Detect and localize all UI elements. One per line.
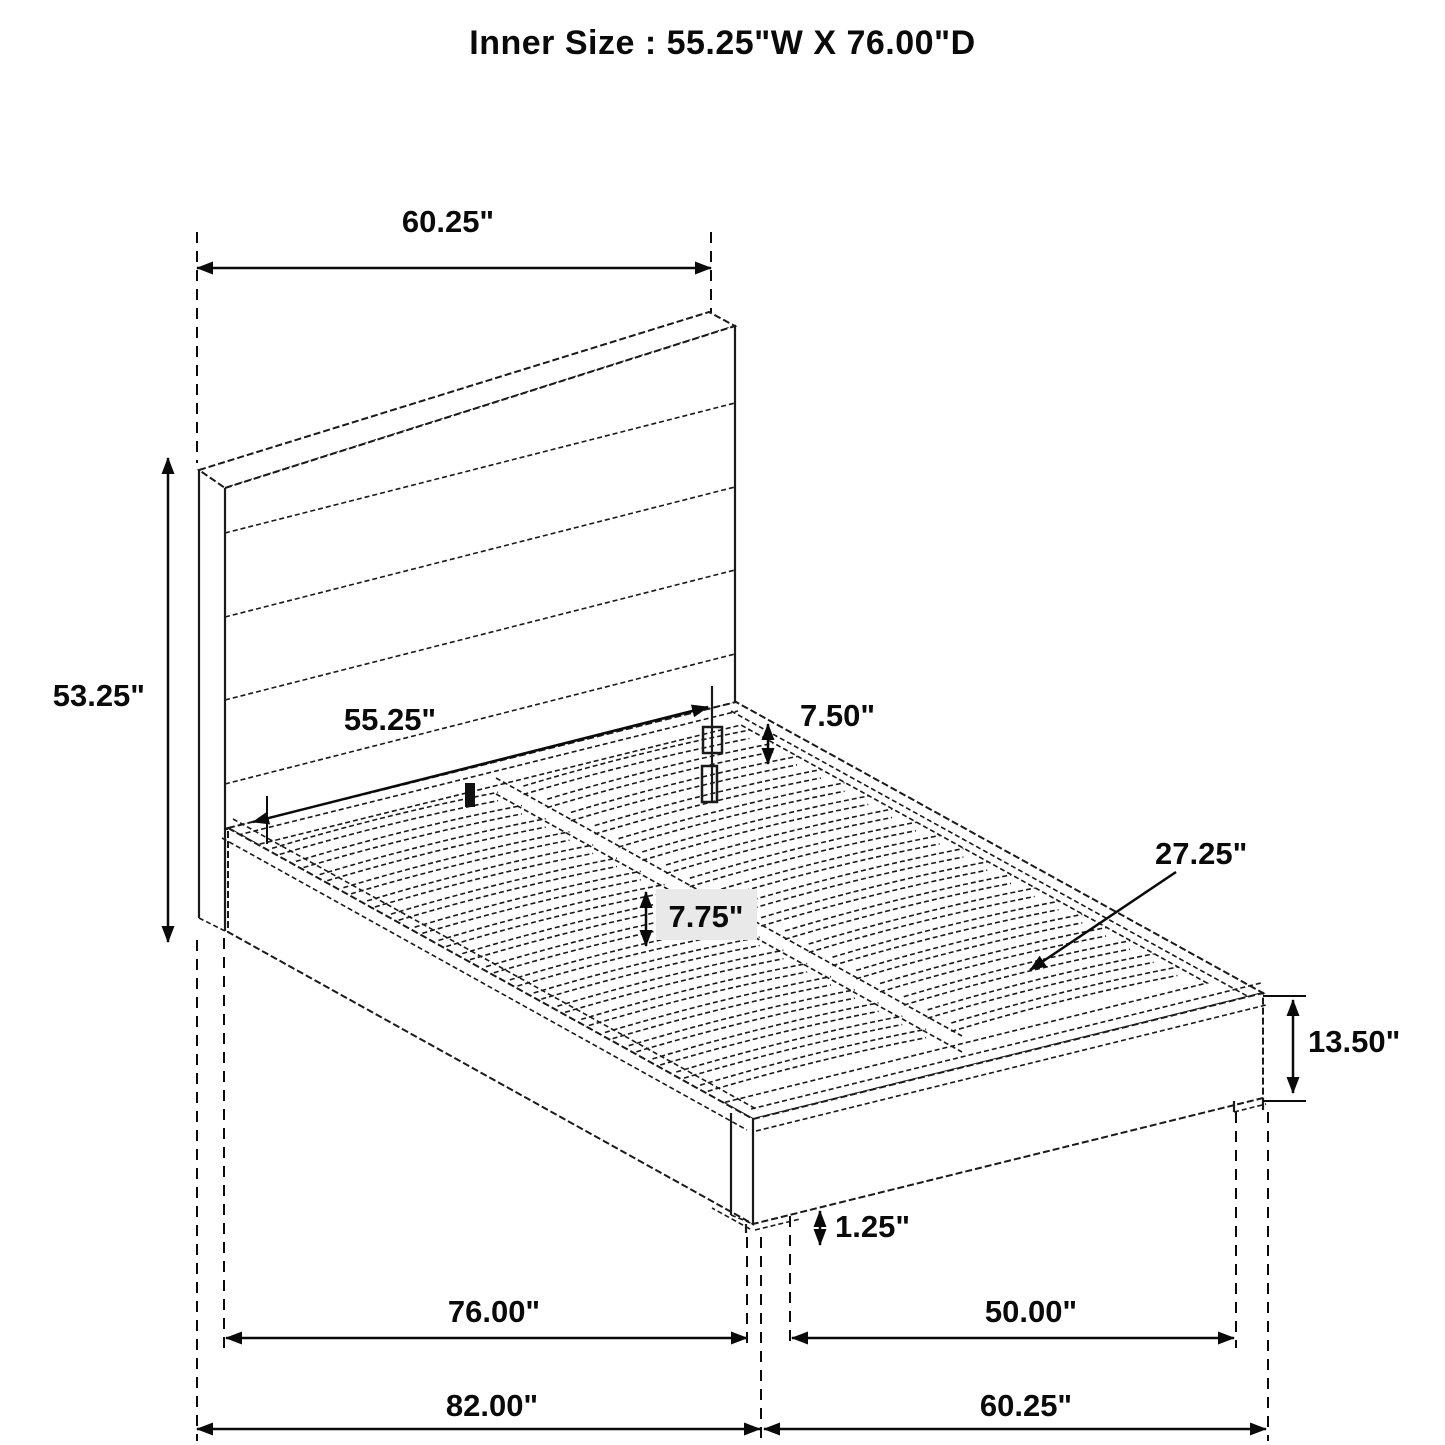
- dim-center-support-label: 7.75": [668, 899, 744, 934]
- dim-side-rail-width-label: 7.50": [800, 698, 876, 733]
- dim-total-width-label: 60.25": [979, 1388, 1073, 1423]
- dim-headboard-height-label: 53.25": [52, 678, 145, 713]
- dim-total-depth-label: 82.00": [445, 1388, 539, 1423]
- dim-slat-length-label: 27.25": [1155, 836, 1248, 871]
- dim-headboard-width-label: 60.25": [401, 204, 495, 239]
- center-rail-front-leg: [465, 783, 475, 807]
- dim-inner-depth-label: 76.00": [447, 1294, 541, 1329]
- dim-slat-area-depth-label: 50.00": [984, 1294, 1078, 1329]
- page-title: Inner Size : 55.25"W X 76.00"D: [469, 24, 976, 62]
- dim-inner-width-label: 55.25": [343, 702, 437, 737]
- dim-frame-height-label: 13.50": [1308, 1024, 1401, 1059]
- dim-leg-clearance-label: 1.25": [835, 1209, 911, 1244]
